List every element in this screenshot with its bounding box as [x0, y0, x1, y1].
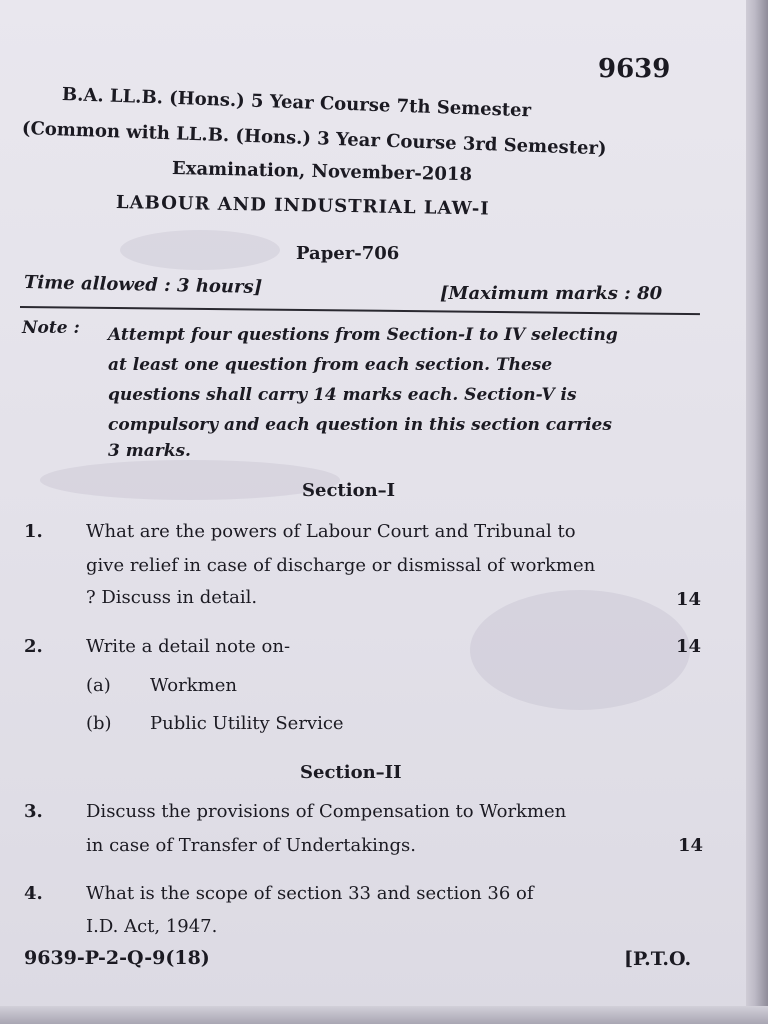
question-text: ? Discuss in detail. — [86, 587, 258, 608]
maximum-marks: [Maximum marks : 80 — [440, 283, 663, 304]
paper-smudge — [470, 590, 690, 710]
paper-smudge — [40, 460, 340, 500]
sub-part-label: (b) — [86, 713, 112, 734]
subject-title: LABOUR AND INDUSTRIAL LAW-I — [115, 192, 490, 220]
question-marks: 14 — [678, 835, 704, 856]
note-line: questions shall carry 14 marks each. Section-V is — [108, 385, 577, 405]
paper-code: 9639 — [598, 54, 671, 84]
paper-edge-right — [746, 0, 768, 1024]
header-divider — [20, 306, 700, 315]
sub-part-text: Public Utility Service — [150, 713, 344, 734]
note-label: Note : — [22, 318, 80, 338]
question-text: in case of Transfer of Undertakings. — [86, 835, 416, 856]
please-turn-over: [P.T.O. — [624, 948, 692, 970]
examination-line: Examination, November-2018 — [171, 158, 473, 186]
course-line: B.A. LL.B. (Hons.) 5 Year Course 7th Semester — [61, 84, 532, 122]
question-number: 3. — [24, 801, 43, 822]
question-text: What are the powers of Labour Court and Tribunal to — [86, 521, 576, 542]
sub-part-text: Workmen — [150, 675, 237, 696]
note-line: 3 marks. — [108, 441, 191, 461]
section-heading: Section–I — [302, 480, 396, 501]
question-number: 4. — [24, 883, 43, 904]
note-line: at least one question from each section. These — [108, 355, 553, 375]
question-marks: 14 — [676, 636, 702, 657]
question-text: I.D. Act, 1947. — [86, 916, 218, 937]
question-number: 2. — [24, 636, 43, 657]
question-marks: 14 — [676, 589, 702, 610]
time-allowed: Time allowed : 3 hours] — [23, 272, 263, 298]
footer-code: 9639-P-2-Q-9(18) — [24, 947, 210, 969]
note-line: Attempt four questions from Section-I to IV selecting — [108, 325, 618, 345]
question-text: give relief in case of discharge or dismissal of workmen — [86, 555, 596, 576]
paper-number: Paper-706 — [296, 243, 400, 264]
sub-part-label: (a) — [86, 675, 111, 696]
common-course-line: (Common with LL.B. (Hons.) 3 Year Course 3rd Semester) — [21, 118, 607, 160]
question-text: What is the scope of section 33 and section 36 of — [86, 883, 534, 904]
paper-smudge — [120, 230, 280, 270]
paper-edge-bottom — [0, 1006, 768, 1024]
question-text: Write a detail note on- — [86, 636, 291, 657]
note-line: compulsory and each question in this section carries — [108, 415, 612, 435]
question-text: Discuss the provisions of Compensation to Workmen — [86, 801, 567, 822]
section-heading: Section–II — [300, 762, 402, 783]
question-number: 1. — [24, 521, 43, 542]
